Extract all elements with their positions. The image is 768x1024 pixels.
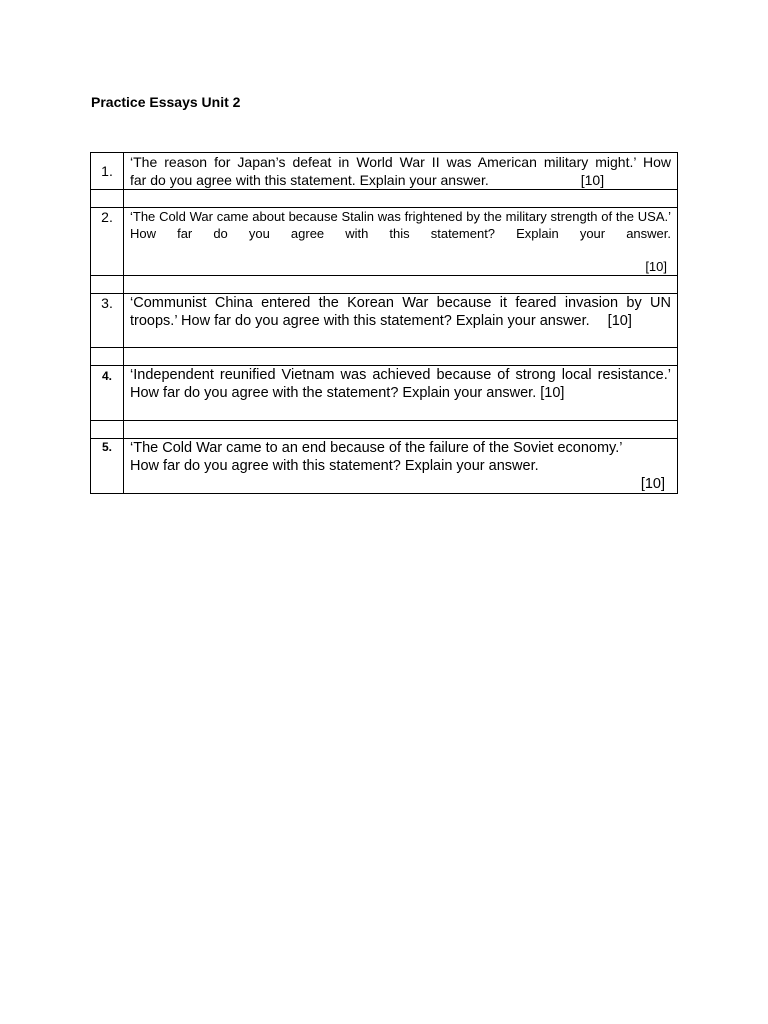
essay-questions-table [90, 152, 678, 494]
question-number: 3. [101, 295, 113, 311]
question-number-cell [91, 366, 124, 421]
question-row-2 [91, 208, 678, 276]
question-mark: [10] [645, 259, 667, 274]
question-row-3 [91, 294, 678, 348]
question-mark: [10] [607, 313, 632, 329]
question-text-cell [124, 294, 678, 348]
question-number: 4. [101, 369, 112, 383]
question-text: far do you agree with this statement. Explain your answer. [130, 172, 489, 188]
question-row-4 [91, 366, 678, 421]
question-text-cell [124, 153, 678, 190]
question-text-line: ‘The reason for Japan’s defeat in World War II was American military might.’ How [130, 154, 671, 170]
question-text-line: ‘The Cold War came to an end because of the failure of the Soviet economy.’ [130, 440, 623, 456]
question-text-cell [124, 439, 678, 494]
question-row-1 [91, 153, 678, 190]
question-text: troops.’ How far do you agree with this statement? Explain your answer. [130, 313, 590, 329]
question-mark: [10] [580, 172, 605, 188]
question-number: 5. [101, 440, 112, 454]
question-text-line: How far do you agree with this statement? Explain your answer. [130, 458, 539, 474]
question-number-cell [91, 208, 124, 276]
question-number-cell [91, 439, 124, 494]
spacer-row [91, 190, 678, 208]
question-mark: [10] [640, 476, 665, 492]
question-number: 2. [101, 209, 113, 225]
question-text-body: ‘Independent reunified Vietnam was achieved because of strong local resistance.’ How far do you agree with the statement? Explain your answer. [130, 367, 671, 401]
question-number-cell [91, 294, 124, 348]
question-text-line [130, 171, 671, 189]
question-text-cell [124, 208, 678, 276]
spacer-row [91, 276, 678, 294]
question-text: ‘The Cold War came about because Stalin was frightened by the military strength of the USA.’ How far do you agree with this statement? Explain your answer. [130, 209, 671, 241]
question-mark: [10] [540, 385, 565, 401]
question-text-line: ‘Communist China entered the Korean War because it feared invasion by UN [130, 295, 671, 311]
question-row-5 [91, 439, 678, 494]
spacer-row [91, 348, 678, 366]
page-title: Practice Essays Unit 2 [91, 94, 241, 110]
question-number: 1. [101, 163, 113, 179]
question-number-cell [91, 153, 124, 190]
question-text-line [130, 312, 671, 330]
spacer-row [91, 421, 678, 439]
question-text-cell [124, 366, 678, 421]
question-text [130, 366, 671, 402]
